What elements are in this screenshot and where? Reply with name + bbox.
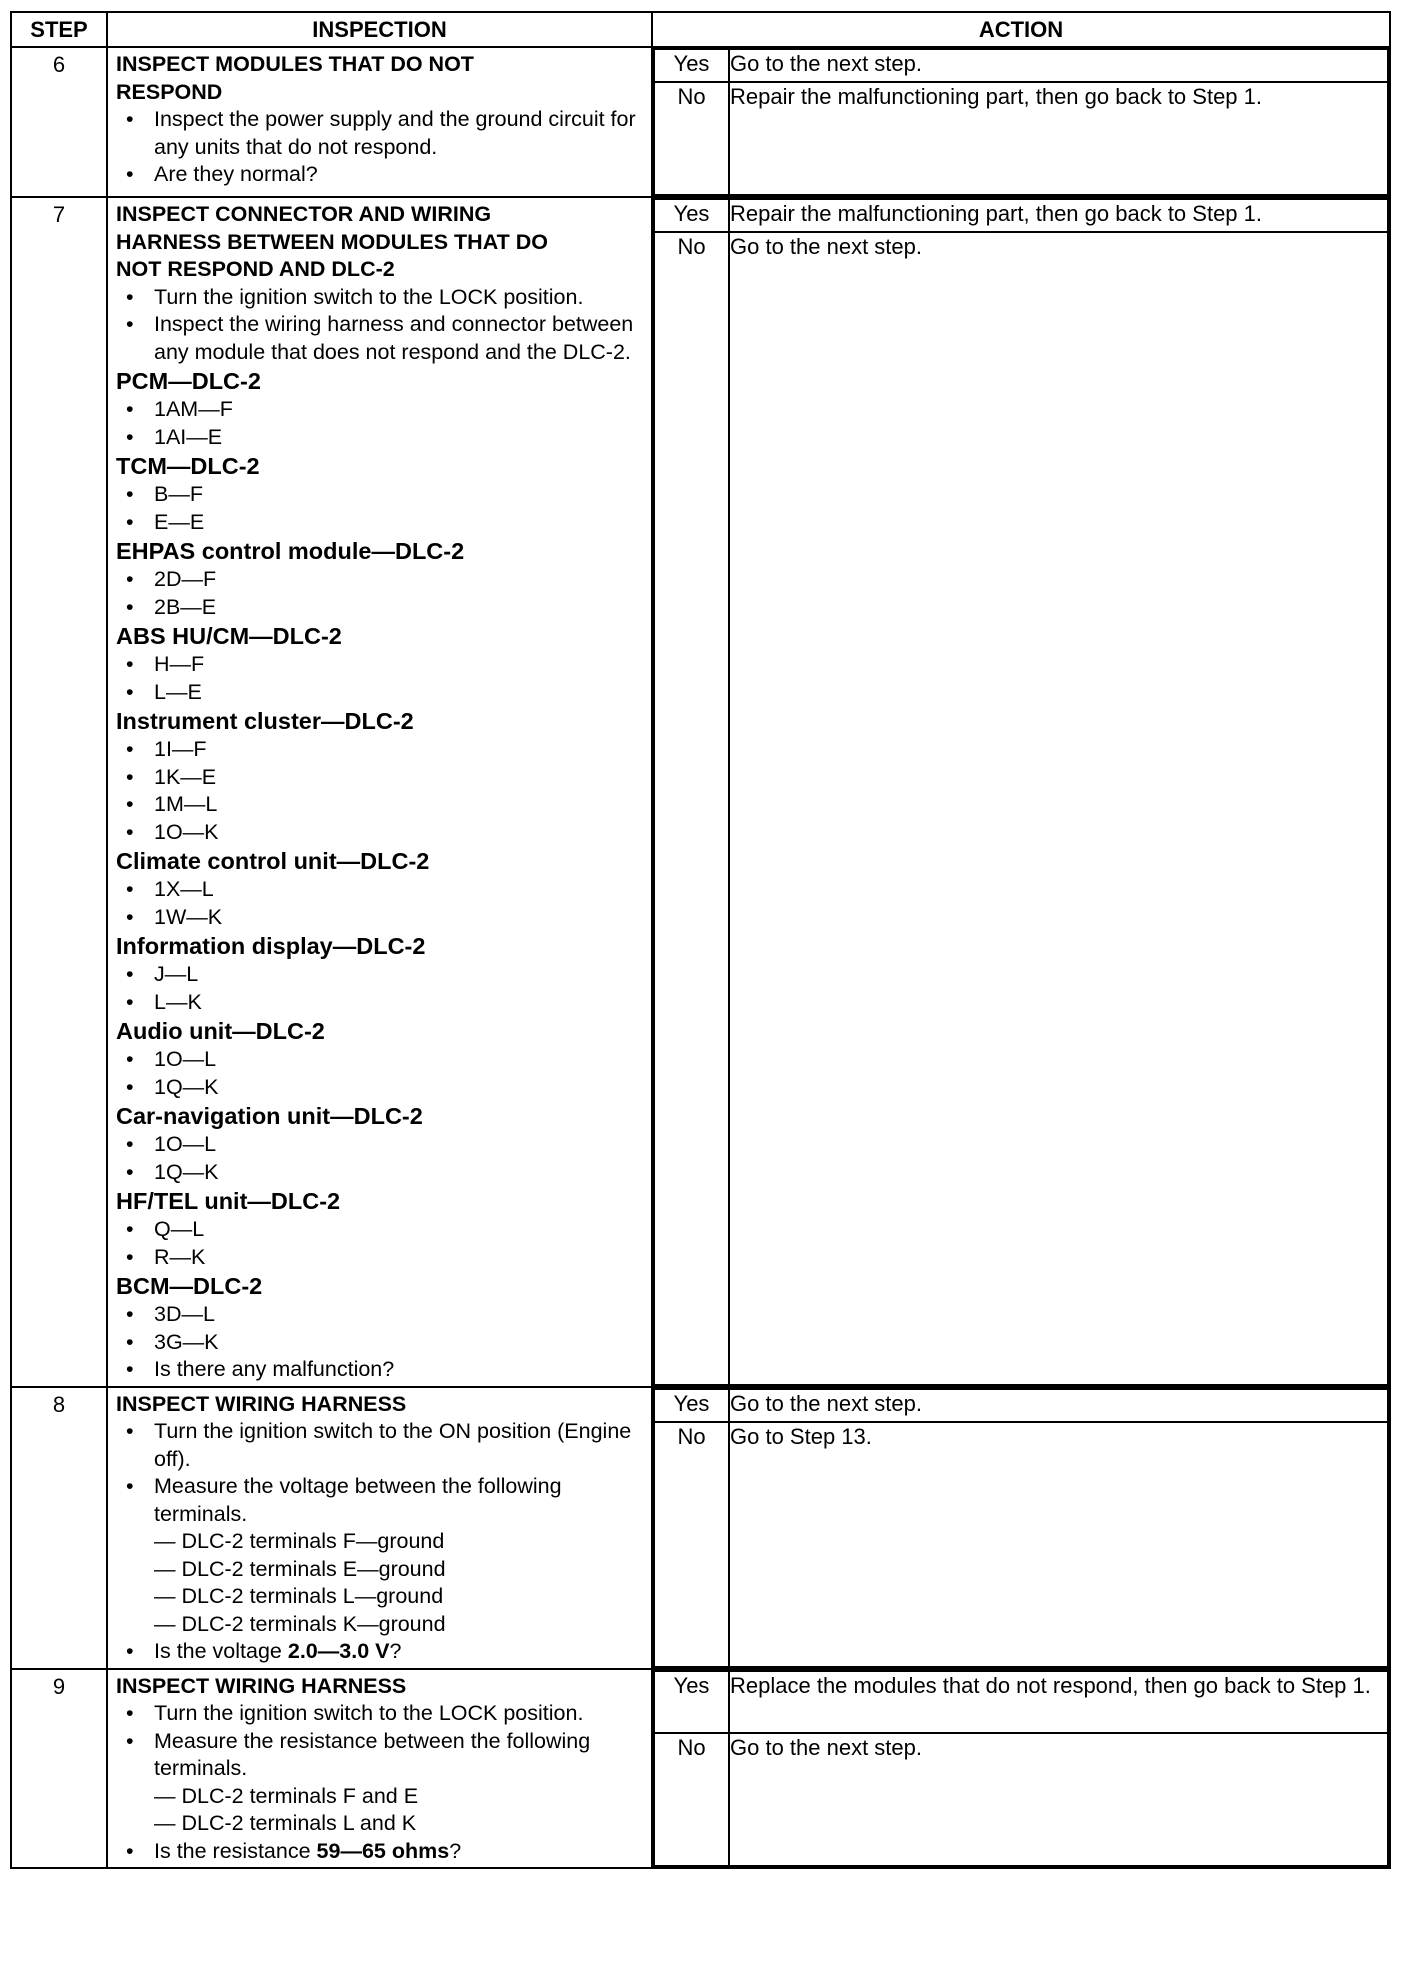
inspection-table — [10, 11, 1391, 1869]
inspection-title: INSPECT CONNECTOR AND WIRING HARNESS BETWEEN MODULES THAT DO NOT RESPOND AND DLC-2 — [116, 202, 548, 281]
inspection-cell — [107, 1669, 652, 1869]
inspection-title: INSPECT MODULES THAT DO NOT RESPOND — [116, 52, 474, 104]
no-label: No — [654, 1422, 729, 1667]
module-heading: TCM—DLC-2 — [116, 453, 260, 479]
no-label: No — [654, 82, 729, 195]
terminal-item: • L—K — [116, 989, 645, 1017]
inspection-bullets — [116, 1418, 645, 1528]
answer-group — [653, 48, 1389, 196]
answer-cell — [652, 1387, 1390, 1669]
inspection-bullets — [116, 106, 645, 189]
no-action: Go to the next step. — [729, 1733, 1388, 1867]
no-action: Go to the next step. — [729, 232, 1388, 1385]
yes-action: Replace the modules that do not respond, then go back to Step 1. — [729, 1671, 1388, 1733]
module-heading: Car-navigation unit—DLC-2 — [116, 1103, 423, 1129]
dash-item: — DLC-2 terminals E—ground — [154, 1556, 446, 1581]
question-value: 59—65 ohms — [316, 1838, 450, 1863]
question-value: 2.0—3.0 V — [287, 1639, 390, 1663]
inspection-cell — [107, 197, 652, 1387]
answer-cell — [652, 1669, 1390, 1869]
yes-label: Yes — [654, 49, 729, 82]
module-heading: ABS HU/CM—DLC-2 — [116, 623, 342, 649]
inspection-cell — [107, 47, 652, 197]
inspection-bullets — [116, 1700, 645, 1783]
question-item: • Is there any malfunction? — [116, 1356, 645, 1384]
step-row-8 — [11, 1387, 1390, 1669]
bullet-item: • Turn the ignition switch to the LOCK position. — [116, 284, 645, 312]
terminal-item: • 1W—K — [116, 904, 645, 932]
terminal-item: • 2B—E — [116, 594, 645, 622]
no-action: Repair the malfunctioning part, then go back to Step 1. — [729, 82, 1388, 195]
module-heading: EHPAS control module—DLC-2 — [116, 538, 465, 564]
step-number: 6 — [11, 47, 107, 197]
dash-item: — DLC-2 terminals F and E — [154, 1783, 419, 1808]
bullet-item: • Measure the resistance between the following terminals. — [116, 1728, 645, 1783]
no-action: Go to Step 13. — [729, 1422, 1388, 1667]
terminal-item: • 1X—L — [116, 876, 645, 904]
step-number: 7 — [11, 197, 107, 1387]
step-row-6 — [11, 47, 1390, 197]
bullet-item: • Turn the ignition switch to the LOCK position. — [116, 1700, 645, 1728]
module-heading: Audio unit—DLC-2 — [116, 1018, 325, 1044]
terminal-item: • 3G—K — [116, 1329, 645, 1357]
terminal-item: • 1O—K — [116, 819, 645, 847]
no-label: No — [654, 1733, 729, 1867]
step-number: 8 — [11, 1387, 107, 1669]
question-item: • Is the voltage 2.0—3.0 V? — [116, 1638, 645, 1666]
bullet-item: • Inspect the power supply and the ground circuit for any units that do not respond. — [116, 106, 645, 161]
terminal-item: • 1Q—K — [116, 1159, 645, 1187]
terminal-item: • 1AM—F — [116, 396, 645, 424]
module-heading: Climate control unit—DLC-2 — [116, 848, 430, 874]
yes-action: Go to the next step. — [729, 49, 1388, 82]
terminal-item: • J—L — [116, 961, 645, 989]
terminal-item: • 3D—L — [116, 1301, 645, 1329]
step-row-7 — [11, 197, 1390, 1387]
inspection-title: INSPECT WIRING HARNESS — [116, 1391, 407, 1416]
inspection-bullets — [116, 284, 645, 367]
answer-group — [653, 198, 1389, 1386]
yes-label: Yes — [654, 1671, 729, 1733]
dash-item: — DLC-2 terminals F—ground — [154, 1529, 445, 1553]
header-inspection: INSPECTION — [107, 12, 652, 47]
yes-label: Yes — [654, 1389, 729, 1422]
bullet-item: • Measure the voltage between the following terminals. — [116, 1473, 645, 1528]
inspection-title: INSPECT WIRING HARNESS — [116, 1673, 407, 1698]
answer-cell — [652, 197, 1390, 1387]
dash-item: — DLC-2 terminals K—ground — [154, 1611, 446, 1636]
dash-item: — DLC-2 terminals L—ground — [154, 1584, 444, 1608]
module-heading: HF/TEL unit—DLC-2 — [116, 1188, 341, 1214]
terminal-item: • E—E — [116, 509, 645, 537]
terminal-item: • 1M—L — [116, 791, 645, 819]
terminal-item: • H—F — [116, 651, 645, 679]
terminal-item: • R—K — [116, 1244, 645, 1272]
yes-action: Repair the malfunctioning part, then go back to Step 1. — [729, 199, 1388, 232]
terminal-item: • B—F — [116, 481, 645, 509]
header-row — [11, 12, 1390, 47]
terminal-item: • 1O—L — [116, 1131, 645, 1159]
dash-item: — DLC-2 terminals L and K — [154, 1811, 417, 1835]
module-heading: BCM—DLC-2 — [116, 1273, 263, 1299]
module-heading: PCM—DLC-2 — [116, 368, 261, 394]
bullet-item: • Turn the ignition switch to the ON position (Engine off). — [116, 1418, 645, 1473]
terminal-item: • 1Q—K — [116, 1074, 645, 1102]
answer-cell — [652, 47, 1390, 197]
header-action: ACTION — [652, 12, 1390, 47]
step-number: 9 — [11, 1669, 107, 1869]
terminal-item: • 1AI—E — [116, 424, 645, 452]
terminal-item: • 1O—L — [116, 1046, 645, 1074]
terminal-item: • L—E — [116, 679, 645, 707]
terminal-item: • 1K—E — [116, 764, 645, 792]
bullet-item: • Inspect the wiring harness and connector between any module that does not respond and the DLC-2. — [116, 311, 645, 366]
inspection-cell — [107, 1387, 652, 1669]
terminal-item: • 2D—F — [116, 566, 645, 594]
terminal-item: • Q—L — [116, 1216, 645, 1244]
bullet-item: • Are they normal? — [116, 161, 645, 189]
module-heading: Instrument cluster—DLC-2 — [116, 708, 414, 734]
terminal-item: • 1I—F — [116, 736, 645, 764]
answer-group — [653, 1670, 1389, 1868]
no-label: No — [654, 232, 729, 1385]
answer-group — [653, 1388, 1389, 1668]
header-step: STEP — [11, 12, 107, 47]
step-row-9 — [11, 1669, 1390, 1869]
yes-action: Go to the next step. — [729, 1389, 1388, 1422]
module-heading: Information display—DLC-2 — [116, 933, 426, 959]
question-item: • Is the resistance 59—65 ohms? — [116, 1838, 645, 1866]
yes-label: Yes — [654, 199, 729, 232]
